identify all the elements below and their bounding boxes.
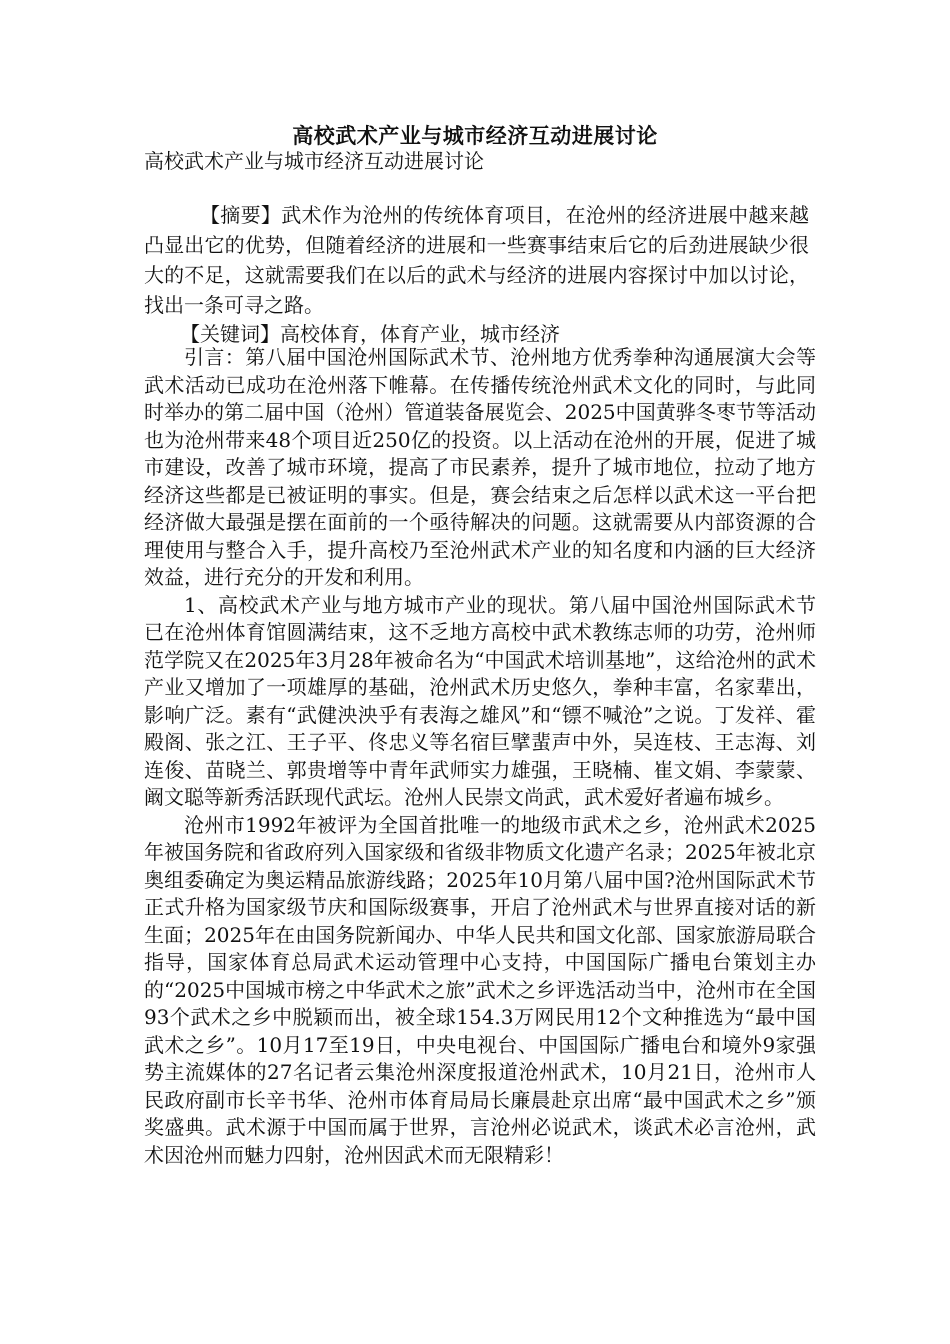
document-body bbox=[144, 344, 816, 1169]
body-paragraph-section-1: 1、高校武术产业与地方城市产业的现状。第八届中国沧州国际武术节已在沧州体育馆圆满结束，这不乏地方高校中武术教练志师的功劳，沧州师范学院又在2025年3月28年被命名为“中国武术培训基地”，这给沧州的武术产业又增加了一项雄厚的基础，沧州武术历史悠久，拳种丰富，名家辈出，影响广泛。素有“武健泱泱乎有表海之雄风”和“镖不喊沧”之说。丁发祥、霍殿阁、张之江、王子平、佟忠义等名宿巨擘蜚声中外，吴连枝、王志海、刘连俊、苗晓兰、郭贵增等中青年武师实力雄强，王晓楠、崔文娟、李蒙蒙、阚文聪等新秀活跃现代武坛。沧州人民崇文尚武，武术爱好者遍布城乡。 bbox=[144, 592, 816, 809]
abstract-paragraph: 【摘要】武术作为沧州的传统体育项目，在沧州的经济进展中越来越凸显出它的优势，但随着经济的进展和一些赛事结束后它的后劲进展缺少很大的不足，这就需要我们在以后的武术与经济的进展内容探讨中加以讨论，找出一条可寻之路。 bbox=[144, 203, 809, 317]
body-paragraph-cangzhou: 沧州市1992年被评为全国首批唯一的地级市武术之乡，沧州武术2025年被国务院和省政府列入国家级和省级非物质文化遗产名录；2025年被北京奥组委确定为奥运精品旅游线路；2025年10月第八届中国?沧州国际武术节正式升格为国家级节庆和国际级赛事，开启了沧州武术与世界直接对话的新生面；2025年在由国务院新闻办、中华人民共和国文化部、国家旅游局联合指导，国家体育总局武术运动管理中心支持，中国国际广播电台策划主办的“2025中国城市榜之中华武术之旅”武术之乡评选活动当中，沧州市在全国93个武术之乡中脱颖而出，被全球154.3万网民用12个文种推选为“最中国武术之乡”。10月17至19日，中央电视台、中国国际广播电台和境外9家强势主流媒体的27名记者云集沧州深度报道沧州武术，10月21日，沧州市人民政府副市长辛书华、沧州市体育局局长廉晨赴京出席“最中国武术之乡”颁奖盛典。武术源于中国而属于世界，言沧州必说武术，谈武术必言沧州，武术因沧州而魅力四射，沧州因武术而无限精彩！ bbox=[144, 812, 816, 1167]
document-subtitle: 高校武术产业与城市经济互动进展讨论 bbox=[144, 149, 484, 173]
document-title: 高校武术产业与城市经济互动进展讨论 bbox=[292, 123, 658, 148]
keywords-line: 【关键词】高校体育，体育产业，城市经济 bbox=[180, 322, 560, 346]
body-paragraph-intro: 引言：第八届中国沧州国际武术节、沧州地方优秀拳种沟通展演大会等武术活动已成功在沧州落下帷幕。在传播传统沧州武术文化的同时，与此同时举办的第二届中国（沧州）管道装备展览会、2025中国黄骅冬枣节等活动也为沧州带来48个项目近250亿的投资。以上活动在沧州的开展，促进了城市建设，改善了城市环境，提高了市民素养，提升了城市地位，拉动了地方经济这些都是已被证明的事实。但是，赛会结束之后怎样以武术这一平台把经济做大最强是摆在面前的一个亟待解决的问题。这就需要从内部资源的合理使用与整合入手，提升高校乃至沧州武术产业的知名度和内涵的巨大经济效益，进行充分的开发和利用。 bbox=[144, 345, 816, 589]
